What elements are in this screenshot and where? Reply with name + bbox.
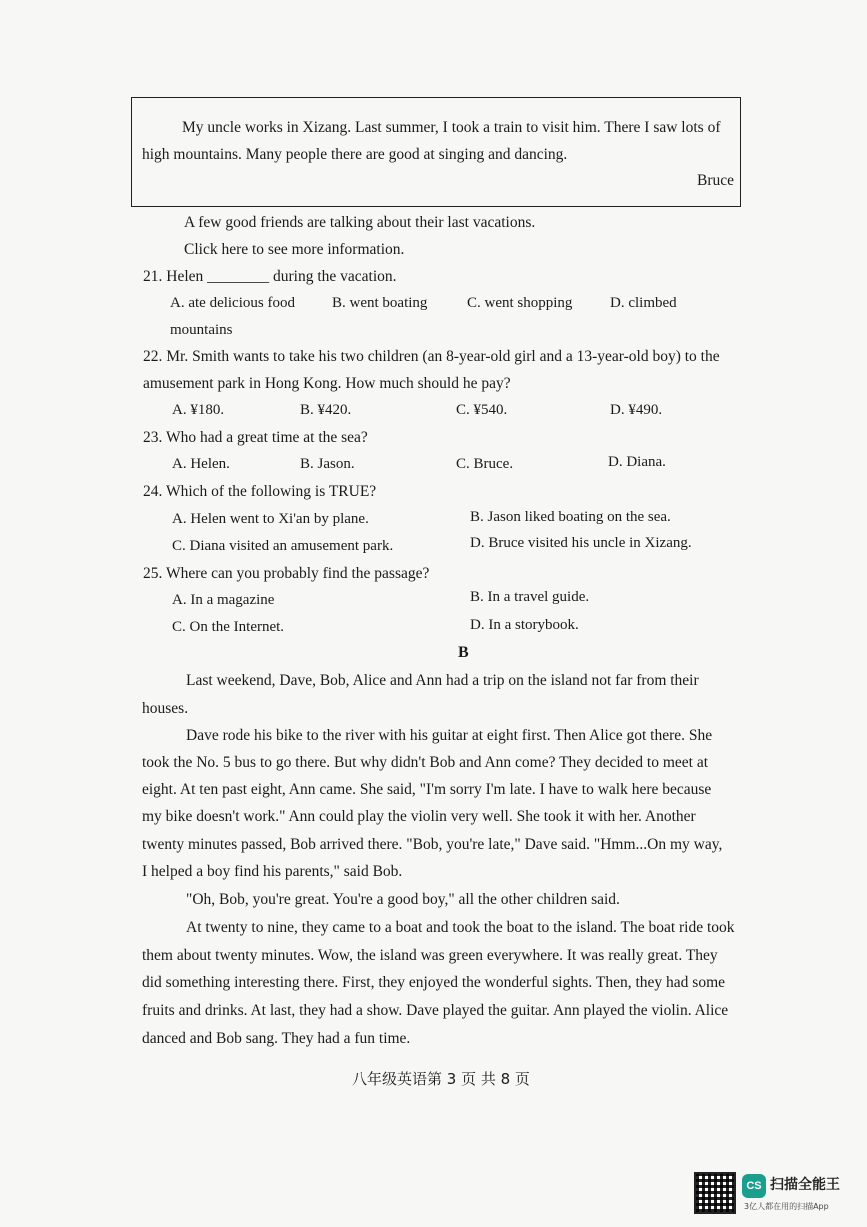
q23-option-d: D. Diana. — [608, 454, 666, 470]
passage-line: eight. At ten past eight, Ann came. She said, "I'm sorry I'm late. I have to walk here because — [142, 781, 712, 798]
q24-option-b: B. Jason liked boating on the sea. — [470, 509, 671, 525]
q21-option-d-cont: mountains — [170, 322, 233, 338]
q25-option-d: D. In a storybook. — [470, 617, 579, 633]
question-24: 24. Which of the following is TRUE? — [143, 483, 377, 500]
camscanner-subtitle: 3亿人都在用的扫描App — [744, 1202, 829, 1211]
passage-line: danced and Bob sang. They had a fun time. — [142, 1030, 411, 1047]
passage-line: my bike doesn't work." Ann could play the violin very well. She took it with her. Another — [142, 808, 696, 825]
q23-option-c: C. Bruce. — [456, 456, 514, 472]
passage-line: them about twenty minutes. Wow, the island was green everywhere. It was really great. They — [142, 947, 718, 964]
question-22: 22. Mr. Smith wants to take his two children (an 8-year-old girl and a 13-year-old boy) to the — [143, 348, 720, 365]
intro-line-2: Click here to see more information. — [184, 241, 405, 258]
passage-line: did something interesting there. First, they enjoyed the wonderful sights. Then, they had some — [142, 974, 726, 991]
question-23: 23. Who had a great time at the sea? — [143, 429, 368, 446]
q22-option-b: B. ¥420. — [300, 402, 352, 418]
q25-option-b: B. In a travel guide. — [470, 589, 590, 605]
q23-option-a: A. Helen. — [172, 456, 230, 472]
passage-line: twenty minutes passed, Bob arrived there. "Bob, you're late," Dave said. "Hmm...On my way, — [142, 836, 723, 853]
page-footer: 八年级英语第 3 页 共 8 页 — [352, 1070, 530, 1088]
question-21: 21. Helen ________ during the vacation. — [143, 268, 397, 285]
passage-line: fruits and drinks. At last, they had a show. Dave played the guitar. Ann played the violin. Alice — [142, 1002, 729, 1019]
q24-option-c: C. Diana visited an amusement park. — [172, 538, 394, 554]
note-line-2: high mountains. Many people there are good at singing and dancing. — [142, 146, 568, 163]
q22-option-a: A. ¥180. — [172, 402, 225, 418]
section-heading: B — [458, 644, 469, 661]
passage-line: "Oh, Bob, you're great. You're a good boy," all the other children said. — [186, 891, 620, 908]
intro-line-1: A few good friends are talking about their last vacations. — [184, 214, 536, 231]
passage-line: houses. — [142, 700, 189, 717]
q24-option-a: A. Helen went to Xi'an by plane. — [172, 511, 369, 527]
q24-option-d: D. Bruce visited his uncle in Xizang. — [470, 535, 692, 551]
q21-option-d: D. climbed — [610, 295, 677, 311]
q22-option-d: D. ¥490. — [610, 402, 663, 418]
q21-option-c: C. went shopping — [467, 295, 573, 311]
passage-line: took the No. 5 bus to go there. But why didn't Bob and Ann come? They decided to meet at — [142, 754, 708, 771]
q21-option-a: A. ate delicious food — [170, 295, 295, 311]
passage-line: At twenty to nine, they came to a boat and took the boat to the island. The boat ride took — [186, 919, 735, 936]
question-22-cont: amusement park in Hong Kong. How much should he pay? — [143, 375, 511, 392]
note-signature: Bruce — [697, 172, 735, 189]
camscanner-logo: CS — [742, 1174, 766, 1198]
passage-line: Last weekend, Dave, Bob, Alice and Ann had a trip on the island not far from their — [186, 672, 699, 689]
q25-option-a: A. In a magazine — [172, 592, 275, 608]
passage-line: Dave rode his bike to the river with his guitar at eight first. Then Alice got there. She — [186, 727, 713, 744]
camscanner-title: 扫描全能王 — [770, 1177, 840, 1193]
q23-option-b: B. Jason. — [300, 456, 355, 472]
note-line-1: My uncle works in Xizang. Last summer, I took a train to visit him. There I saw lots of — [182, 119, 721, 136]
q21-option-b: B. went boating — [332, 295, 428, 311]
q25-option-c: C. On the Internet. — [172, 619, 285, 635]
qr-code-icon — [694, 1172, 736, 1214]
q22-option-c: C. ¥540. — [456, 402, 508, 418]
question-25: 25. Where can you probably find the passage? — [143, 565, 430, 582]
passage-line: I helped a boy find his parents," said Bob. — [142, 863, 403, 880]
